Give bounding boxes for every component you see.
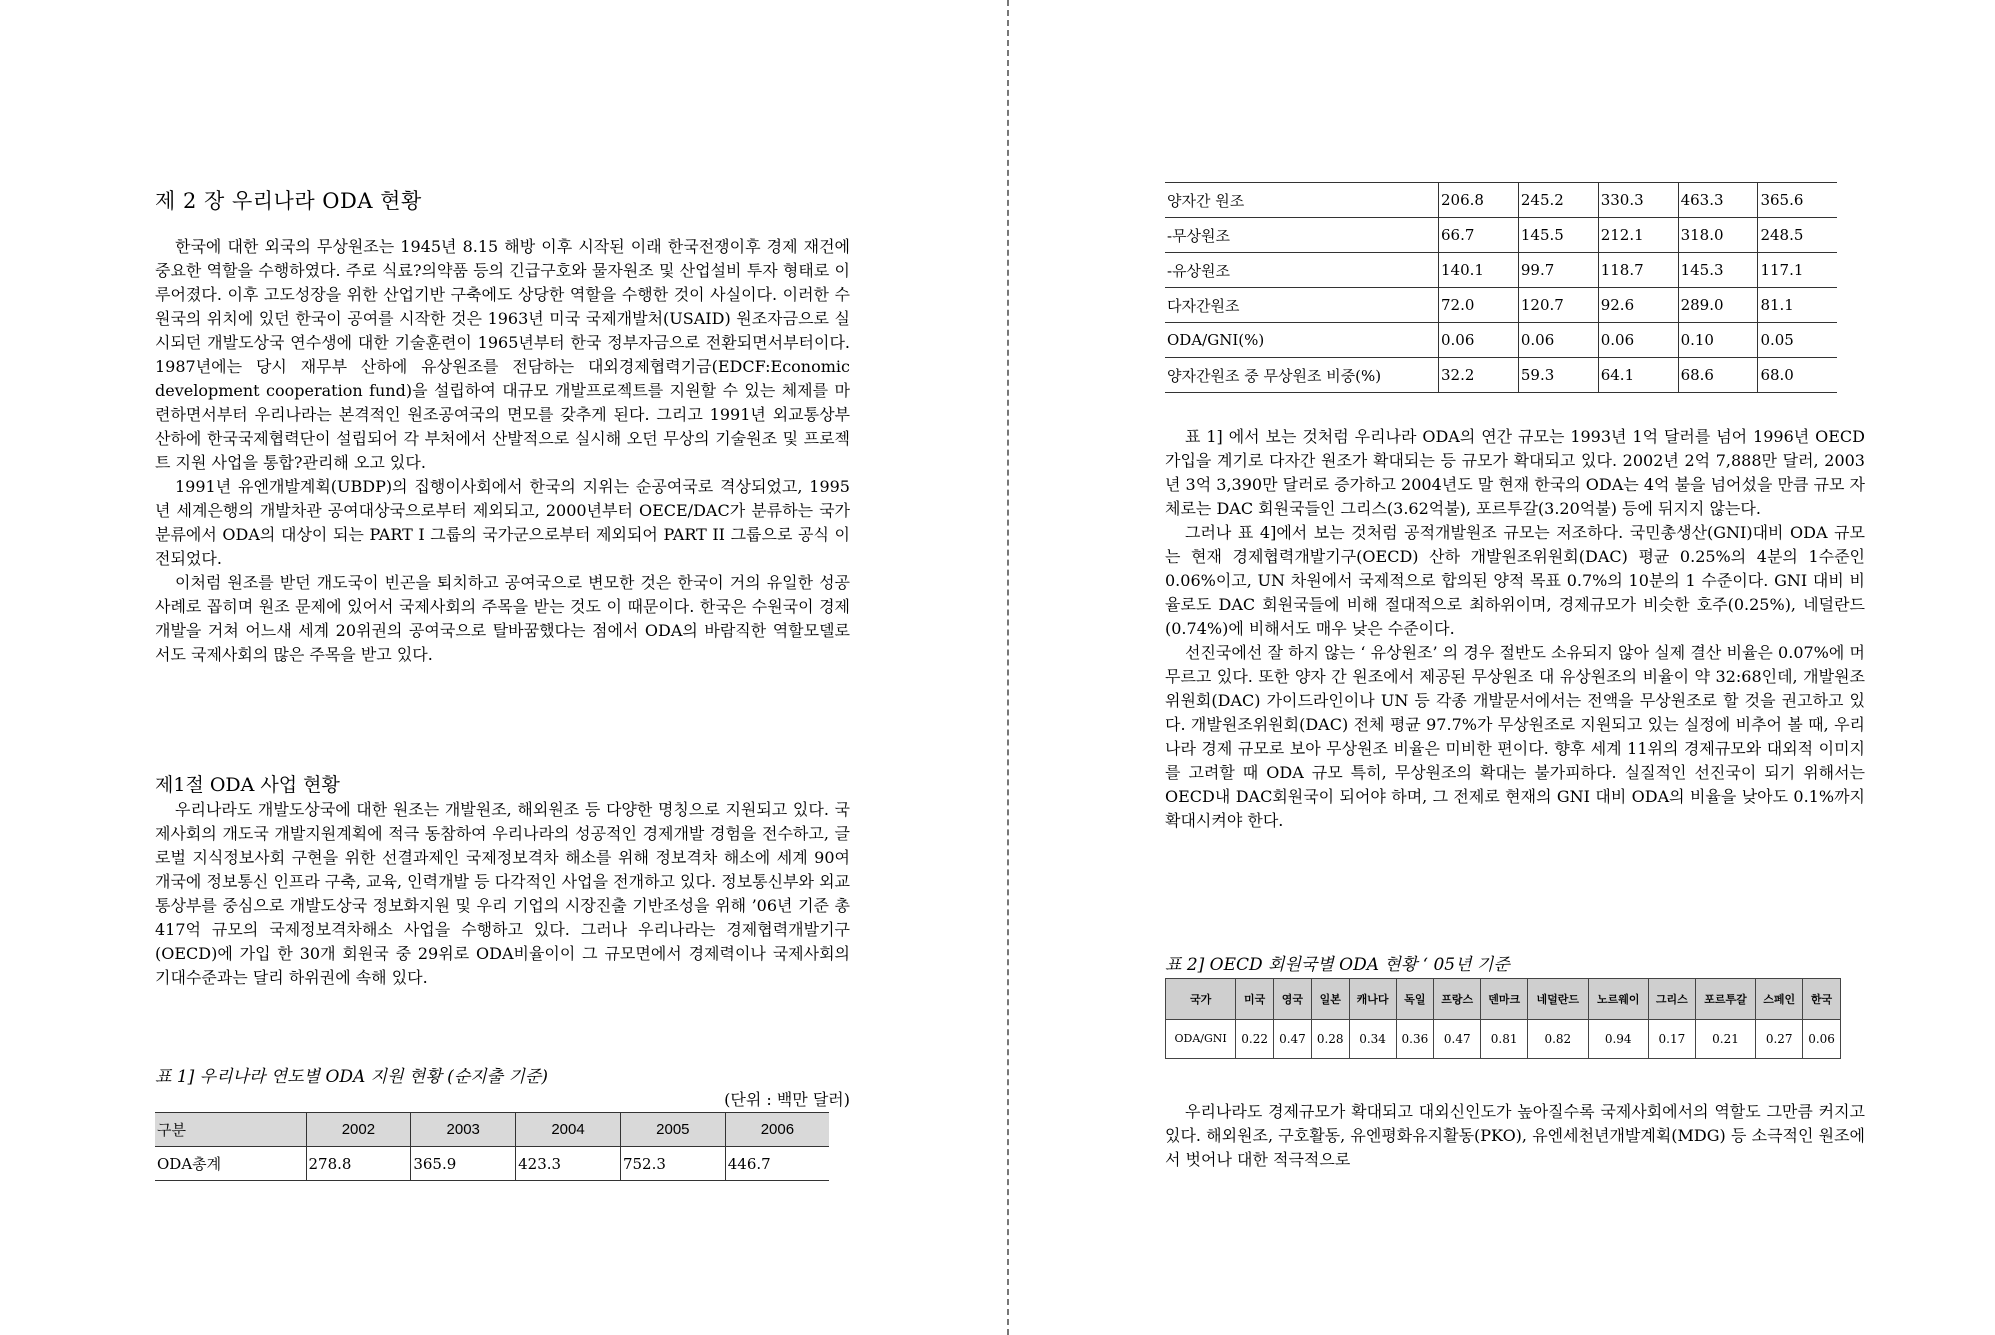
table-header-cell: 2005 (620, 1113, 725, 1147)
table-cell: 117.1 (1758, 253, 1837, 288)
table-cell: 145.5 (1518, 218, 1598, 253)
paragraph: 우리나라도 경제규모가 확대되고 대외신인도가 높아질수록 국제사회에서의 역할도 그만큼 커지고 있다. 해외원조, 구호활동, 유엔평화유지활동(PKO), 유엔세천년개발계획(MDG) 등 소극적인 원조에서 벗어나 대한 적극적으로 (1165, 1102, 1865, 1169)
table-cell: 423.3 (516, 1147, 621, 1181)
table-cell: 양자간원조 중 무상원조 비중(%) (1165, 358, 1439, 393)
table-row (1165, 358, 1837, 393)
table-cell: 752.3 (620, 1147, 725, 1181)
paragraph: 우리나라도 개발도상국에 대한 원조는 개발원조, 해외원조 등 다양한 명칭으로 지원되고 있다. 국제사회의 개도국 개발지원계획에 적극 동참하여 우리나라의 성공적인 경제개발 경험을 전수하고, 글로벌 지식정보사회 구현을 위한 선결과제인 국제정보격차 해소를 위해 정보격차 해소에 세계 90여 개국에 정보통신 인프라 구축, 교육, 인력개발 등 다각적인 사업을 전개하고 있다. 정보통신부와 외교통상부를 중심으로 개발도상국 정보화지원 및 우리 기업의 시장진출 기반조성을 위해 ’06년 기준 총 417억 규모의 국제정보격차해소 사업을 수행하고 있다. 그러나 우리나라는 경제협력개발기구(OECD)에 가입 한 30개 회원국 중 29위로 ODA비율이이 그 규모면에서 경제력이나 국제사회의 기대수준과는 달리 하위권에 속해 있다. (155, 800, 850, 987)
table-row (1165, 253, 1837, 288)
table-cell: ODA/GNI(%) (1165, 323, 1439, 358)
closing-body (1165, 1100, 1865, 1172)
table-cell: ODA총계 (155, 1147, 306, 1181)
table-cell: 140.1 (1439, 253, 1519, 288)
table-cell: 212.1 (1598, 218, 1678, 253)
table-cell: 92.6 (1598, 288, 1678, 323)
table-cell: 365.6 (1758, 183, 1837, 218)
table-cell: 120.7 (1518, 288, 1598, 323)
table-cell: 289.0 (1678, 288, 1758, 323)
paragraph: 한국에 대한 외국의 무상원조는 1945년 8.15 해방 이후 시작된 이래 한국전쟁이후 경제 재건에 중요한 역할을 수행하였다. 주로 식료?의약품 등의 긴급구호와 물자원조 및 산업설비 투자 형태로 이루어졌다. 이후 고도성장을 위한 산업기반 구축에도 상당한 역할을 수행한 것이 사실이다. 이러한 수원국의 위치에 있던 한국이 공여를 시작한 것은 1963년 미국 국제개발처(USAID) 원조자금으로 실시되던 개발도상국 연수생에 대한 기술훈련이 1965년부터 한국 정부자금으로 전환되면서부터이다. 1987년에는 당시 재무부 산하에 유상원조를 전담하는 대외경제협력기금(EDCF:Economic development cooperation fund)을 설립하여 대규모 개발프로젝트를 지원할 수 있는 체제를 마련하면서부터 우리나라는 본격적인 원조공여국의 면모를 갖추게 된다. 그리고 1991년 외교통상부 산하에 한국국제협력단이 설립되어 각 부처에서 산발적으로 실시해 오던 무상의 기술원조 및 프로젝트 지원 사업을 통합?관리해 오고 있다. (155, 237, 850, 472)
table-cell: 0.34 (1349, 1020, 1396, 1059)
table-header-cell: 노르웨이 (1588, 979, 1648, 1020)
table-cell: 0.06 (1598, 323, 1678, 358)
table-header-cell: 2004 (516, 1113, 621, 1147)
table-cell: 99.7 (1518, 253, 1598, 288)
table-row (1165, 183, 1837, 218)
table-header-cell: 영국 (1274, 979, 1312, 1020)
table-cell: 365.9 (411, 1147, 516, 1181)
paragraph: 1991년 유엔개발계획(UBDP)의 집행이사회에서 한국의 지위는 순공여국로 격상되었고, 1995년 세계은행의 개발차관 공여대상국으로부터 제외되고, 2000년부터 OECE/DAC가 분류하는 국가분류에서 ODA의 대상이 되는 PART I 그룹의 국가군으로부터 제외되어 PART II 그룹으로 공식 이전되었다. (155, 477, 850, 568)
table-cell: 59.3 (1518, 358, 1598, 393)
table-cell: 446.7 (725, 1147, 829, 1181)
table-cell: -유상원조 (1165, 253, 1439, 288)
table2-caption: 표 2] OECD 회원국별 ODA 현황 ‘ 05년 기준 (1165, 955, 1510, 975)
table-cell: 0.47 (1434, 1020, 1481, 1059)
table-cell: 206.8 (1439, 183, 1519, 218)
chapter-title: 제 2 장 우리나라 ODA 현황 (155, 189, 422, 213)
table1-caption: 표 1] 우리나라 연도별 ODA 지원 현황 (순지출 기준) (155, 1067, 548, 1087)
left-page (155, 0, 850, 1335)
table-row (1165, 323, 1837, 358)
paragraph: 선진국에선 잘 하지 않는 ‘ 유상원조’ 의 경우 절반도 소유되지 않아 실제 결산 비율은 0.07%에 머무르고 있다. 또한 양자 간 원조에서 제공된 무상원조 대 유상원조의 비율이 약 32:68인데, 개발원조위원회(DAC) 가이드라인이나 UN 등 각종 개발문서에서는 전액을 무상원조로 할 것을 권고하고 있다. 개발원조위원회(DAC) 전체 평균 97.7%가 무상원조로 지원되고 있는 실정에 비추어 볼 때, 우리나라 경제 규모로 보아 무상원조 비율은 미비한 편이다. 향후 세계 11위의 경제규모와 대외적 이미지를 고려할 때 ODA 규모 특히, 무상원조의 확대는 불가피하다. 실질적인 선진국이 되기 위해서는 OECD내 DAC회원국이 되어야 하며, 그 전제로 현재의 GNI 대비 ODA의 비율을 낮아도 0.1%까지 확대시켜야 한다. (1165, 643, 1865, 830)
table-row (1166, 1020, 1841, 1059)
paragraph: 표 1] 에서 보는 것처럼 우리나라 ODA의 연간 규모는 1993년 1억 달러를 넘어 1996년 OECD 가입을 계기로 다자간 원조가 확대되는 등 규모가 확대되고 있다. 2002년 2억 7,888만 달러, 2003년 3억 3,390만 달러로 증가하고 2004년도 말 현재 한국의 ODA는 4억 불을 넘어섰을 만큼 규모 자체로는 DAC 회원국들인 그리스(3.62억불), 포르투갈(3.20억불) 등에 뒤지지 않는다. (1165, 427, 1865, 518)
table-header-cell: 한국 (1803, 979, 1841, 1020)
table-header-row (1166, 979, 1841, 1020)
page-divider (1007, 0, 1009, 1335)
table-cell: 0.28 (1311, 1020, 1349, 1059)
table-cell: -무상원조 (1165, 218, 1439, 253)
table-header-cell: 국가 (1166, 979, 1236, 1020)
table-header-cell: 스페인 (1756, 979, 1803, 1020)
table-header-cell: 독일 (1396, 979, 1434, 1020)
table-cell: 양자간 원조 (1165, 183, 1439, 218)
table-row (155, 1147, 829, 1181)
section-title: 제1절 ODA 사업 현황 (155, 774, 340, 796)
table-cell: 66.7 (1439, 218, 1519, 253)
table-header-cell: 2002 (306, 1113, 411, 1147)
table-cell: 0.22 (1236, 1020, 1274, 1059)
table-cell: 81.1 (1758, 288, 1837, 323)
table-cell: 248.5 (1758, 218, 1837, 253)
table-cell: 0.06 (1439, 323, 1519, 358)
table-header-cell: 캐나다 (1349, 979, 1396, 1020)
table-cell: 463.3 (1678, 183, 1758, 218)
table-cell: 0.94 (1588, 1020, 1648, 1059)
table-cell: 330.3 (1598, 183, 1678, 218)
table1-unit: (단위 : 백만 달러) (724, 1090, 850, 1109)
table-cell: 0.06 (1803, 1020, 1841, 1059)
table-header-cell: 프랑스 (1434, 979, 1481, 1020)
section-body (155, 798, 850, 990)
table-header-cell: 네덜란드 (1528, 979, 1588, 1020)
table-header-cell: 일본 (1311, 979, 1349, 1020)
table-cell: 0.21 (1695, 1020, 1755, 1059)
table-cell: 0.27 (1756, 1020, 1803, 1059)
table-cell: 318.0 (1678, 218, 1758, 253)
table-cell: 다자간원조 (1165, 288, 1439, 323)
right-page (1165, 0, 1865, 1335)
table-cell: 0.81 (1481, 1020, 1528, 1059)
table-cell: 0.05 (1758, 323, 1837, 358)
table-header-cell: 포르투갈 (1695, 979, 1755, 1020)
table-cell: 64.1 (1598, 358, 1678, 393)
table-cell: 0.47 (1274, 1020, 1312, 1059)
table-header-cell: 2003 (411, 1113, 516, 1147)
table-header-cell: 그리스 (1648, 979, 1695, 1020)
table-cell: 118.7 (1598, 253, 1678, 288)
table-cell: 68.6 (1678, 358, 1758, 393)
table-row (1165, 288, 1837, 323)
table-cell: 68.0 (1758, 358, 1837, 393)
table-cell: 245.2 (1518, 183, 1598, 218)
table-cell: 0.82 (1528, 1020, 1588, 1059)
table-cell: ODA/GNI (1166, 1020, 1236, 1059)
oda-yearly-table-continued (1165, 182, 1837, 393)
paragraph: 이처럼 원조를 받던 개도국이 빈곤을 퇴치하고 공여국으로 변모한 것은 한국이 거의 유일한 성공사례로 꼽히며 원조 문제에 있어서 국제사회의 주목을 받는 것도 이 때문이다. 한국은 수원국이 경제개발을 거쳐 어느새 세계 20위권의 공여국으로 탈바꿈했다는 점에서 ODA의 바람직한 역할모델로서도 국제사회의 많은 주목을 받고 있다. (155, 573, 850, 664)
oda-yearly-table (155, 1112, 829, 1181)
table-row (1165, 218, 1837, 253)
analysis-body (1165, 425, 1865, 833)
table-cell: 0.36 (1396, 1020, 1434, 1059)
table-header-cell: 덴마크 (1481, 979, 1528, 1020)
table-cell: 72.0 (1439, 288, 1519, 323)
table-cell: 278.8 (306, 1147, 411, 1181)
table-header-cell: 미국 (1236, 979, 1274, 1020)
table-cell: 0.10 (1678, 323, 1758, 358)
table-header-row (155, 1113, 829, 1147)
table-cell: 0.17 (1648, 1020, 1695, 1059)
table-header-cell: 구분 (155, 1113, 306, 1147)
table-cell: 0.06 (1518, 323, 1598, 358)
table-header-cell: 2006 (725, 1113, 829, 1147)
table-cell: 145.3 (1678, 253, 1758, 288)
paragraph: 그러나 표 4]에서 보는 것처럼 공적개발원조 규모는 저조하다. 국민총생산(GNI)대비 ODA 규모는 현재 경제협력개발기구(OECD) 산하 개발원조위원회(DAC) 평균 0.25%의 4분의 1수준인 0.06%이고, UN 차원에서 국제적으로 합의된 양적 목표 0.7%의 10분의 1 수준이다. GNI 대비 비율로도 DAC 회원국들에 비해 절대적으로 최하위이며, 경제규모가 비슷한 호주(0.25%), 네덜란드(0.74%)에 비해서도 매우 낮은 수준이다. (1165, 523, 1865, 638)
table-cell: 32.2 (1439, 358, 1519, 393)
oecd-oda-table (1165, 978, 1841, 1059)
chapter-intro (155, 235, 850, 667)
